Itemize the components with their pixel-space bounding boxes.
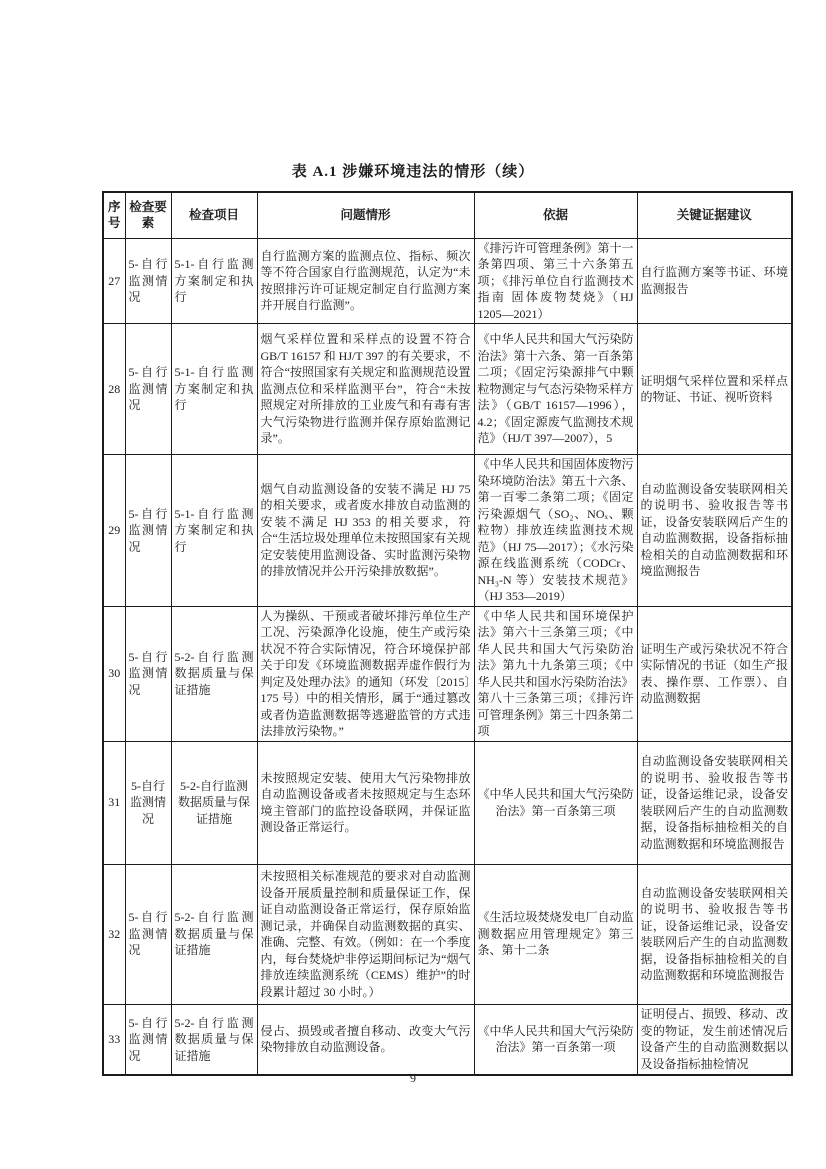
cell-no: 28 — [103, 324, 125, 455]
cell-no: 31 — [103, 741, 125, 864]
cell-no: 32 — [103, 864, 125, 1004]
cell-problem: 未按照规定安装、使用大气污染物排放自动监测设备或者未按照规定与生态环境主管部门的监控设备联网，并保证监测设备正常运行。 — [257, 741, 474, 864]
table-row-32 — [103, 864, 792, 1004]
header-evidence: 关键证据建议 — [637, 192, 792, 238]
page-number: 9 — [410, 1071, 416, 1085]
cell-basis: 《生活垃圾焚烧发电厂自动监测数据应用管理规定》第三条、第十二条 — [474, 864, 637, 1004]
header-item: 检查项目 — [171, 192, 257, 238]
cell-problem: 侵占、损毁或者擅自移动、改变大气污染物排放自动监测设备。 — [257, 1004, 474, 1075]
cell-no: 30 — [103, 606, 125, 741]
cell-no: 29 — [103, 455, 125, 607]
table-header-row — [103, 192, 792, 238]
cell-problem: 烟气采样位置和采样点的设置不符合 GB/T 16157 和 HJ/T 397 的有关要求，不符合“按照国家有关规定和监测规范设置监测点位和采样监测平台”，符合“未按照规定对所排放的工业废气和有毒有害大气污染物进行监测并保存原始监测记录”。 — [257, 324, 474, 455]
cell-evidence: 自动监测设备安装联网相关的说明书、验收报告等书证，设备运维记录，设备安装联网后产生的自动监测数据，设备指标抽检相关的自动监测数据和环境监测报告 — [637, 864, 792, 1004]
cell-element: 5-自行监测情况 — [125, 864, 171, 1004]
cell-problem: 自行监测方案的监测点位、指标、频次等不符合国家自行监测规范，认定为“未按照排污许可证规定制定自行监测方案并开展自行监测”。 — [257, 238, 474, 324]
cell-basis: 《中华人民共和国大气污染防治法》第一百条第一项 — [474, 1004, 637, 1075]
cell-evidence: 证明生产或污染状况不符合实际情况的书证（如生产报表、操作票、工作票）、自动监测数据 — [637, 606, 792, 741]
header-basis: 依据 — [474, 192, 637, 238]
cell-element: 5-自行监测情况 — [125, 238, 171, 324]
cell-problem: 烟气自动监测设备的安装不满足 HJ 75 的相关要求，或者废水排放自动监测的安装不满足 HJ 353 的相关要求，符合“生活垃圾处理单位未按照国家有关规定安装使用监测设备、实时监测污染物的排放情况并公开污染排放数据”。 — [257, 455, 474, 607]
table-row-30 — [103, 606, 792, 741]
table-row-27 — [103, 238, 792, 324]
cell-no: 33 — [103, 1004, 125, 1075]
cell-no: 27 — [103, 238, 125, 324]
cell-item: 5-2-自行监测数据质量与保证措施 — [171, 1004, 257, 1075]
table-row-31 — [103, 741, 792, 864]
table-row-28 — [103, 324, 792, 455]
cell-item: 5-1-自行监测方案制定和执行 — [171, 455, 257, 607]
cell-element: 5-自行监测情况 — [125, 324, 171, 455]
cell-item: 5-2-自行监测数据质量与保证措施 — [171, 606, 257, 741]
header-problem: 问题情形 — [257, 192, 474, 238]
cell-item: 5-2-自行监测数据质量与保证措施 — [171, 741, 257, 864]
cell-element: 5-自行监测情况 — [125, 741, 171, 864]
cell-element: 5-自行监测情况 — [125, 606, 171, 741]
cell-basis: 《中华人民共和国环境保护法》第六十三条第三项；《中华人民共和国大气污染防治法》第九十九条第三项；《中华人民共和国水污染防治法》第八十三条第三项；《排污许可管理条例》第三十四条第二项 — [474, 606, 637, 741]
violation-table — [102, 191, 793, 1076]
header-element: 检查要素 — [125, 192, 171, 238]
cell-evidence: 自动监测设备安装联网相关的说明书、验收报告等书证，设备运维记录，设备安装联网后产生的自动监测数据，设备指标抽检相关的自动监测数据和环境监测报告 — [637, 741, 792, 864]
cell-basis: 《排污许可管理条例》第十一条第四项、第三十六条第五项；《排污单位自行监测技术指南 固体废物焚烧》（HJ 1205—2021） — [474, 238, 637, 324]
cell-item: 5-1-自行监测方案制定和执行 — [171, 324, 257, 455]
cell-problem: 未按照相关标准规范的要求对自动监测设备开展质量控制和质量保证工作，保证自动监测设备正常运行，保存原始监测记录，并确保自动监测数据的真实、准确、完整、有效。（例如：在一个季度内，每台焚烧炉非停运期间标记为“烟气排放连续监测系统（CEMS）维护”的时段累计超过 30 小时。） — [257, 864, 474, 1004]
cell-basis: 《中华人民共和国大气污染防治法》第十六条、第一百条第二项；《固定污染源排气中颗粒物测定与气态污染物采样方法》（GB/T 16157—1996），4.2；《固定源废气监测技术规范》（HJ/T 397—2007），5 — [474, 324, 637, 455]
cell-basis: 《中华人民共和国固体废物污染环境防治法》第五十六条、第一百零二条第二项；《固定污染源烟气（SO₂、NOₓ、颗粒物）排放连续监测技术规范》（HJ 75—2017）；《水污染源在线监测系统（CODCr、NH₃-N 等）安装技术规范》（HJ 353—2019） — [474, 455, 637, 607]
cell-problem: 人为操纵、干预或者破坏排污单位生产工况、污染源净化设施，使生产或污染状况不符合实际情况，符合环境保护部关于印发《环境监测数据弄虚作假行为判定及处理办法》的通知（环发〔2015〕175 号）中的相关情形，属于“通过篡改或者伪造监测数据等逃避监管的方式违法排放污染物。” — [257, 606, 474, 741]
cell-basis: 《中华人民共和国大气污染防治法》第一百条第三项 — [474, 741, 637, 864]
table-row-29 — [103, 455, 792, 607]
table-row-33 — [103, 1004, 792, 1075]
cell-item: 5-1-自行监测方案制定和执行 — [171, 238, 257, 324]
cell-element: 5-自行监测情况 — [125, 455, 171, 607]
cell-evidence: 证明侵占、损毁、移动、改变的物证，发生前述情况后设备产生的自动监测数据以及设备指标抽检情况 — [637, 1004, 792, 1075]
cell-evidence: 自动监测设备安装联网相关的说明书、验收报告等书证，设备安装联网后产生的自动监测数据，设备指标抽检相关的自动监测数据和环境监测报告 — [637, 455, 792, 607]
header-no: 序号 — [103, 192, 125, 238]
table-title: 表 A.1 涉嫌环境违法的情形（续） — [291, 164, 535, 180]
cell-evidence: 证明烟气采样位置和采样点的物证、书证、视听资料 — [637, 324, 792, 455]
cell-evidence: 自行监测方案等书证、环境监测报告 — [637, 238, 792, 324]
cell-element: 5-自行监测情况 — [125, 1004, 171, 1075]
cell-item: 5-2-自行监测数据质量与保证措施 — [171, 864, 257, 1004]
